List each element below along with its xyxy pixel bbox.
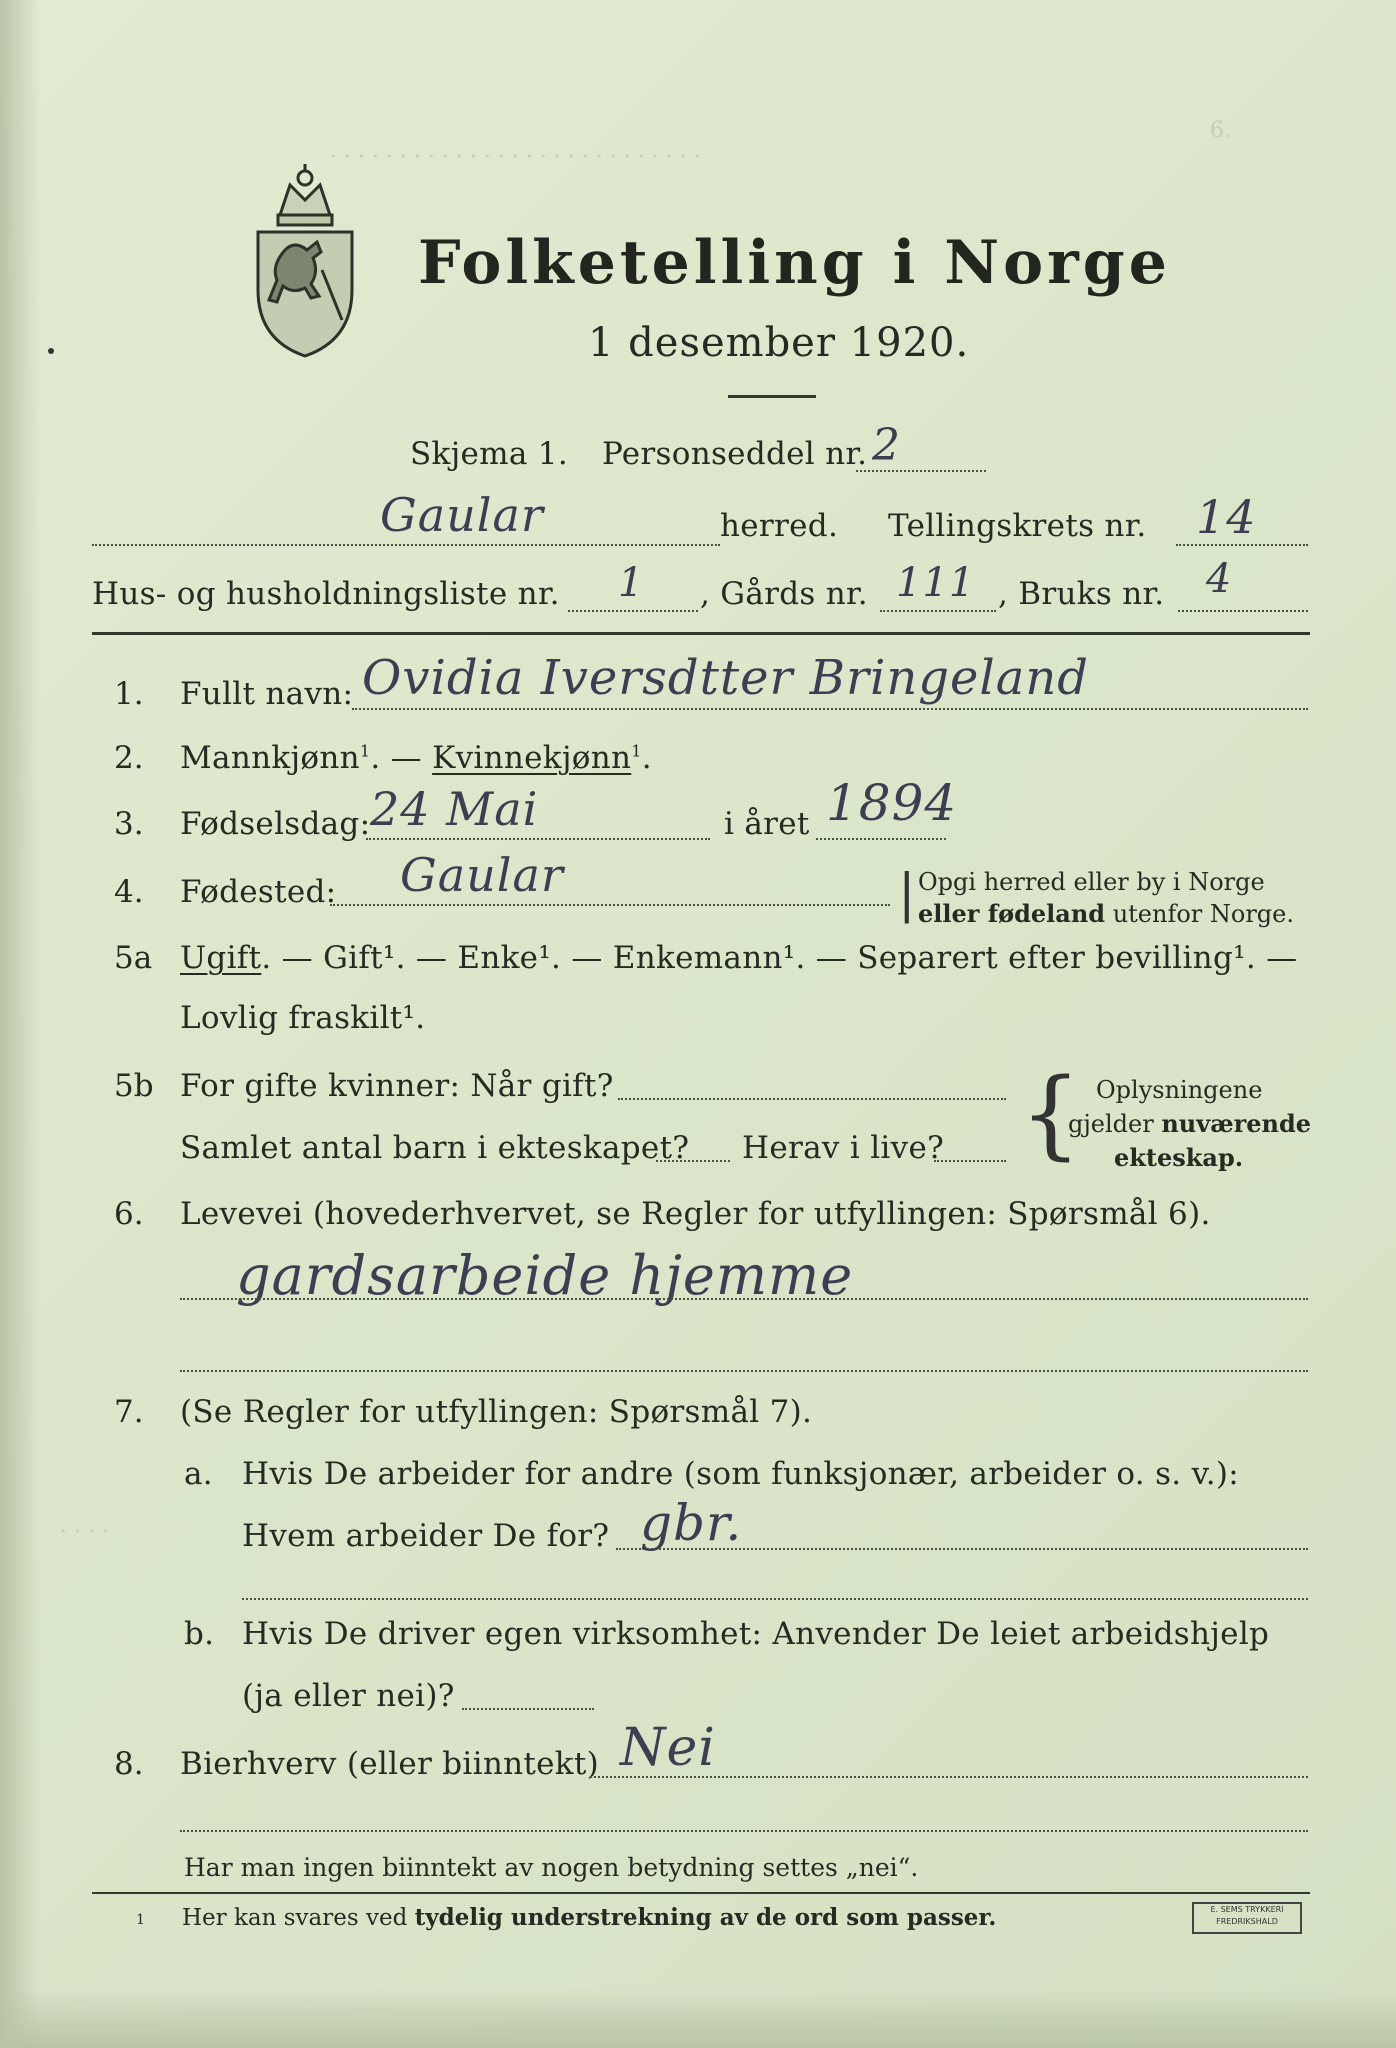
form-title: Folketelling i Norge — [418, 228, 1171, 298]
ugift-option[interactable]: Ugift — [180, 940, 262, 976]
page-shadow-bottom — [0, 1988, 1396, 2048]
side-income-value[interactable]: Nei — [620, 1718, 716, 1778]
q4-note-rest: utenfor Norge. — [1105, 900, 1295, 928]
gards-line — [880, 610, 996, 612]
q5b-when-line[interactable] — [618, 1098, 1006, 1100]
q5b-when-married-label: For gifte kvinner: Når gift? — [180, 1068, 614, 1104]
bleed-through-text: · · · · · · · · · · · · · · · · · · · · · · · · · · · — [330, 145, 701, 170]
footnote-plain: Her kan svares ved — [182, 1905, 415, 1931]
q5a-marital-options — [180, 940, 1297, 976]
page-shadow-left — [0, 0, 40, 2048]
q5b-brace: { — [1020, 1058, 1082, 1170]
footer-note: Har man ingen biinntekt av nogen betydning settes „nei“. — [184, 1853, 919, 1882]
q7b-yesno-label: (ja eller nei)? — [242, 1678, 455, 1714]
q8-number: 8. — [114, 1746, 144, 1782]
kvinnekjonn-option[interactable]: Kvinnekjønn — [432, 740, 632, 776]
mannkjonn-option[interactable]: Mannkjønn — [180, 740, 360, 776]
birthday-value[interactable]: 24 Mai — [370, 782, 539, 836]
q7b-letter: b. — [184, 1616, 215, 1652]
q7-label: (Se Regler for utfyllingen: Spørsmål 7). — [180, 1394, 813, 1430]
q5b-note-bold: nuværende — [1161, 1109, 1312, 1138]
personseddel-label: Personseddel nr. — [602, 436, 868, 472]
herred-label: herred. — [720, 508, 839, 544]
census-date: 1 desember 1920. — [588, 320, 970, 366]
header-rule — [92, 632, 1310, 635]
hus-label: Hus- og husholdningsliste nr. — [92, 576, 560, 612]
q5b-note-plain: gjelder — [1068, 1110, 1162, 1138]
herred-line — [92, 544, 720, 546]
ink-speck — [48, 348, 54, 354]
tellingskrets-value[interactable]: 14 — [1196, 490, 1257, 544]
q5b-number: 5b — [114, 1068, 154, 1104]
printer-stamp-line2: FREDRIKSHALD — [1216, 1917, 1278, 1926]
printer-stamp-line1: E. SEMS TRYKKERI — [1210, 1905, 1284, 1914]
q3-label: Fødselsdag: — [180, 806, 371, 842]
q1-number: 1. — [114, 676, 144, 712]
bleed-through-text: · · · · — [60, 1520, 109, 1545]
personseddel-value[interactable]: 2 — [872, 420, 901, 471]
q4-note-bold: eller fødeland — [918, 899, 1106, 928]
q3-year-line — [816, 838, 946, 840]
hus-line — [568, 610, 698, 612]
bleed-through-text: 6. — [1210, 118, 1231, 143]
q6-line2 — [180, 1370, 1308, 1372]
herred-value[interactable]: Gaular — [380, 488, 544, 542]
q7a-line2 — [242, 1598, 1308, 1600]
norwegian-lion-coat-of-arms-icon — [250, 160, 360, 360]
gards-label: , Gårds nr. — [700, 576, 868, 612]
q3-day-line — [366, 838, 710, 840]
q2-number: 2. — [114, 740, 144, 776]
q1-line — [352, 708, 1308, 710]
q4-number: 4. — [114, 874, 144, 910]
gards-value[interactable]: 111 — [896, 560, 976, 606]
footer-rule — [92, 1892, 1310, 1894]
birthplace-value[interactable]: Gaular — [400, 848, 564, 902]
bruks-value[interactable]: 4 — [1206, 556, 1233, 602]
footnote-bold: tydelig understrekning av de ord som passer. — [414, 1904, 997, 1931]
q6-line1 — [180, 1298, 1308, 1300]
q7a-letter: a. — [184, 1456, 213, 1492]
tellingskrets-label: Tellingskrets nr. — [888, 508, 1147, 544]
q3-aaret-label: i året — [724, 806, 810, 842]
q8-label: Bierhverv (eller biinntekt) — [180, 1746, 600, 1782]
q4-note-line2 — [918, 898, 1294, 930]
footnote-marker: 1 — [631, 741, 642, 761]
q5b-note-line2 — [1068, 1108, 1311, 1140]
footnote-marker: 1 — [359, 741, 371, 761]
q5b-children-line[interactable] — [656, 1160, 730, 1162]
q5b-children-label: Samlet antal barn i ekteskapet? — [180, 1130, 690, 1166]
q7-number: 7. — [114, 1394, 144, 1430]
bruks-label: , Bruks nr. — [998, 576, 1165, 612]
q5a-other-options[interactable]: . — Gift¹. — Enke¹. — Enkemann¹. — Separert efter bevilling¹. — — [261, 940, 1298, 976]
q7a-label: Hvis De arbeider for andre (som funksjonær, arbeider o. s. v.): — [242, 1456, 1240, 1492]
q5a-number: 5a — [114, 940, 153, 976]
full-name-value[interactable]: Ovidia Iversdtter Bringeland — [362, 650, 1089, 706]
q6-number: 6. — [114, 1196, 144, 1232]
lovlig-fraskilt-option[interactable]: Lovlig fraskilt¹. — [180, 1000, 426, 1036]
tellingskrets-line — [1176, 544, 1308, 546]
q4-line — [330, 904, 890, 906]
q2-sex-options — [180, 740, 652, 776]
q7b-label: Hvis De driver egen virksomhet: Anvender De leiet arbeidshjelp — [242, 1616, 1270, 1652]
q4-brace: | — [898, 864, 916, 924]
q3-number: 3. — [114, 806, 144, 842]
q7a-employer-label: Hvem arbeider De for? — [242, 1518, 610, 1554]
q5b-alive-label: Herav i live? — [742, 1130, 945, 1166]
footnote-text — [182, 1902, 996, 1934]
q5b-alive-line[interactable] — [934, 1160, 1006, 1162]
q1-label: Fullt navn: — [180, 676, 354, 712]
hus-value[interactable]: 1 — [618, 560, 645, 606]
q2-separator: . — — [370, 740, 433, 776]
q8-line2 — [180, 1830, 1308, 1832]
printer-stamp — [1192, 1902, 1302, 1934]
bruks-line — [1178, 610, 1308, 612]
birth-year-value[interactable]: 1894 — [826, 774, 958, 832]
q5b-note-line1: Oplysningene — [1096, 1076, 1263, 1104]
title-divider — [728, 395, 816, 398]
employer-value[interactable]: gbr. — [640, 1494, 743, 1552]
q2-end: . — [641, 740, 652, 776]
skjema-label: Skjema 1. — [410, 436, 568, 472]
occupation-value[interactable]: gardsarbeide hjemme — [236, 1244, 854, 1307]
q5b-note-line3: ekteskap. — [1114, 1143, 1244, 1172]
q7b-line[interactable] — [462, 1708, 594, 1710]
q4-label: Fødested: — [180, 874, 337, 910]
q4-note-line1: Opgi herred eller by i Norge — [918, 868, 1265, 896]
footnote-number: 1 — [136, 1912, 145, 1928]
q6-label: Levevei (hovederhvervet, se Regler for utfyllingen: Spørsmål 6). — [180, 1196, 1211, 1232]
